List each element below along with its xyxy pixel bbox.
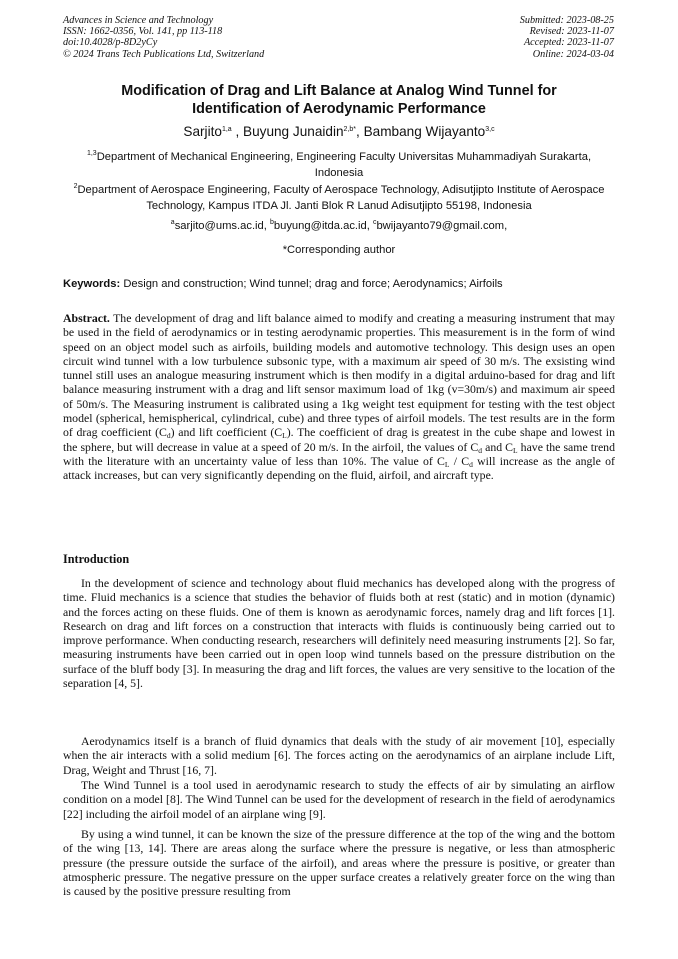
abstract-part-6: / C [449, 453, 470, 468]
intro-paragraph-4: By using a wind tunnel, it can be known the size of the pressure difference at the top of the wing and the bottom of the wing [13, 14]. There are areas along the surface where the pressure is negative, or less than atmospheric pressure (the pressure outside the surface of the airfoil), and areas where the pressure is positive, or greater than atmospheric pressure. The negative pressure on the upper surface creates a relatively greater force on the wing than is caused by the positive pressure resulting from [63, 827, 615, 899]
copyright-line: © 2024 Trans Tech Publications Ltd, Switzerland [63, 48, 265, 60]
abstract-part-1: The development of drag and lift balance aimed to modify and creating a measuring instrument that may be used in the field of aerodynamics or in testing aerodynamic properties. This measurement is in the form of wind speed on an object model such as airfoils, building models and automotive technology. This design uses an open circuit wind tunnel with a low turbulence subsonic type, with a maximum air speed of 30 m/s. The exsisting wind tunnel still uses an analogue measuring instrument which is then modify in a digital arduino-based for drag and lift balance measuring instrument with a drag and lift sensor maximum load of 1kg (v=30m/s) and maximum air speed of 50m/s. The Measuring instrument is calibrated using a 1kg weight test equipment for testing with the test object model (spherical, hemispherical, cylindrical, cube) and three types of airfoil models. The test results are in the form of drag coefficient (C [63, 311, 615, 440]
affiliation-1 [63, 150, 615, 181]
abstract-sub-d-2: d [478, 445, 483, 455]
affiliation-2-sup: 2 [73, 183, 78, 190]
abstract-sub-d-1: d [166, 431, 171, 441]
author-sarjito: Sarjito [183, 124, 222, 139]
abstract-sub-l-2: L [513, 445, 518, 455]
email-c-sup: c [372, 219, 377, 226]
corresponding-author-note: *Corresponding author [282, 244, 396, 256]
email-line [63, 219, 615, 235]
title-line-2: Identification of Aerodynamic Performance [192, 101, 486, 117]
abstract-part-3: ). The coefficient of drag is greatest in the cube shape and lowest in the sphere, but will decrease in value at a speed of 20 m/s. In the airfoil, the values of C [63, 425, 615, 454]
title-line-1: Modification of Drag and Lift Balance at Analog Wind Tunnel for [121, 83, 557, 99]
affiliation-2 [63, 183, 615, 214]
abstract-part-7: will increase as the angle of attack increases, but can very significantly depending on the fluid, airfoil, and aircraft type. [63, 453, 615, 483]
dates-header [520, 15, 614, 60]
keywords [63, 277, 615, 291]
issn-line: ISSN: 1662-0356, Vol. 141, pp 113-118 [63, 26, 223, 38]
doi-line[interactable]: doi:10.4028/p-8D2yCy [63, 37, 158, 49]
email-a-sup: a [170, 219, 175, 226]
email-b-sup: b [269, 219, 274, 226]
journal-name: Advances in Science and Technology [63, 15, 214, 26]
abstract [63, 311, 615, 483]
email-c[interactable]: bwijayanto79@gmail.com, [376, 220, 508, 232]
introduction-heading: Introduction [63, 552, 130, 566]
author-junaidin: Buyung Junaidin [243, 124, 344, 139]
email-b[interactable]: buyung@itda.ac.id, [273, 220, 370, 232]
abstract-part-4: and C [482, 439, 514, 454]
paper-title [63, 82, 615, 118]
author-list: Sarjito$^{1,a}$ , Buyung Junaidin$^{2,b*}$, Bambang Wijayanto$^{3,c}$ [183, 124, 495, 139]
online-date: Online: 2024-03-04 [532, 48, 614, 60]
keywords-text: Design and construction; Wind tunnel; drag and force; Aerodynamics; Airfoils [123, 278, 503, 290]
abstract-sub-d-3: d [469, 459, 473, 469]
intro-paragraph-2: Aerodynamics itself is a branch of fluid dynamics that deals with the study of air movement [10], especially when the air interacts with a solid medium [6]. The forces acting on the aerodynamics of an airplane include Lift, Drag, Weight and Thrust [16, 7]. [63, 734, 615, 777]
revised-date: Revised: 2023-11-07 [529, 26, 614, 38]
abstract-part-2: ) and lift coefficient (C [170, 425, 283, 440]
author-wijayanto: Bambang Wijayanto [363, 124, 486, 139]
abstract-sub-l-3: L [444, 459, 450, 469]
email-a[interactable]: sarjito@ums.ac.id, [174, 220, 267, 232]
author-wijayanto-sup: 3,c [485, 126, 495, 133]
intro-paragraph-1: In the development of science and technology about fluid mechanics has developed along with the progress of time. Fluid mechanics is a science that studies the behavior of fluids both at rest (static) and in motion (dynamic) and the forces acting on these fluids. One of them is known as aerodynamic forces, namely drag and lift forces [1]. Research on drag and lift forces on a construction that interacts with fluids is continuously being carried out to improve performance. When conducting research, researchers will definitely need measuring instruments [2]. So far, measuring instruments have been carried out in open loop wind tunnels based on the pressure distribution on the surface of the bluff body [3]. In measuring the drag and lift forces, the values are very sensitive to the location of the separation [4, 5]. [63, 576, 615, 691]
abstract-label: Abstract. [63, 311, 110, 325]
affiliation-1-sup: 1,3 [86, 150, 97, 157]
keywords-label: Keywords: [63, 278, 121, 290]
abstract-part-5: have the same trend with the literature with an uncertainty value of less than 10%. The value of C [63, 439, 615, 468]
journal-header [63, 15, 264, 60]
author-junaidin-sup: 2,b* [343, 126, 357, 133]
intro-paragraph-3: The Wind Tunnel is a tool used in aerodynamic research to study the effects of air by simulating an airflow condition on a model [8]. The Wind Tunnel can be used for the development of research in the field of aerodynamics [22] including the airfoil model of an airplane wing [9]. [63, 778, 615, 821]
abstract-sub-l-1: L [282, 431, 287, 441]
affiliation-2-text: Department of Aerospace Engineering, Faculty of Aerospace Technology, Adisutjipto Institute of Aerospace Technology, Kampus ITDA Jl. Janti Blok R Lanud Adisutjipto 55198, Indonesia [77, 184, 605, 212]
affiliation-1-text: Department of Mechanical Engineering, Engineering Faculty Universitas Muhammadiyah Surakarta, Indonesia [96, 151, 592, 179]
accepted-date: Accepted: 2023-11-07 [523, 37, 614, 49]
author-sarjito-sup: 1,a [221, 126, 232, 133]
submitted-date: Submitted: 2023-08-25 [519, 15, 614, 26]
